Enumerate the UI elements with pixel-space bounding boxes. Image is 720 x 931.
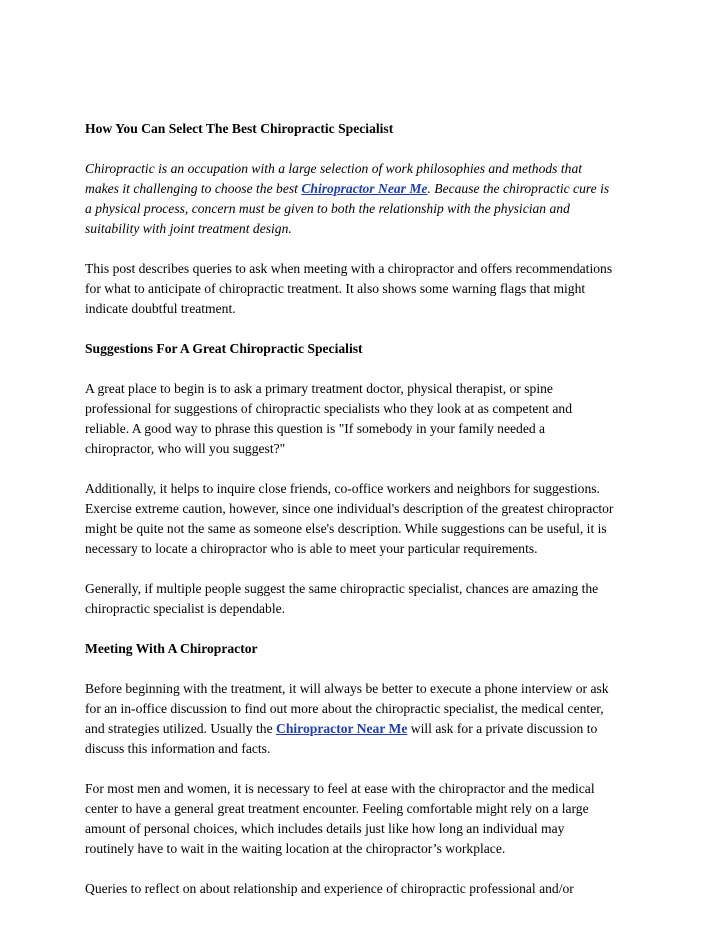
- paragraph-3-line-3: might be quite not the same as someone else's description. While suggestions can be useful, it is: [85, 521, 607, 536]
- paragraph-5-line-1: Before beginning with the treatment, it will always be better to execute a phone interview or ask: [85, 681, 609, 696]
- paragraph-6-line-2: center to have a general great treatment encounter. Feeling comfortable might rely on a large: [85, 801, 589, 816]
- paragraph-5-line-3: [85, 719, 645, 739]
- paragraph-1: [85, 259, 645, 319]
- section-heading-suggestions-text: Suggestions For A Great Chiropractic Specialist: [85, 341, 363, 356]
- intro-line-2-before: makes it challenging to choose the best: [85, 181, 302, 196]
- paragraph-1-line-3: indicate doubtful treatment.: [85, 301, 236, 316]
- paragraph-3: [85, 479, 645, 559]
- paragraph-5: [85, 679, 645, 759]
- paragraph-5-line-4: discuss this information and facts.: [85, 741, 271, 756]
- paragraph-7-line-1: Queries to reflect on about relationship and experience of chiropractic professional and/or: [85, 881, 574, 896]
- document-body: [85, 119, 645, 919]
- chiropractor-near-me-link-1[interactable]: Chiropractor Near Me: [301, 181, 428, 196]
- paragraph-1-line-1: This post describes queries to ask when meeting with a chiropractor and offers recommendations: [85, 261, 613, 276]
- paragraph-3-line-1: Additionally, it helps to inquire close friends, co-office workers and neighbors for suggestions.: [85, 481, 600, 496]
- section-heading-meeting-text: Meeting With A Chiropractor: [85, 641, 258, 656]
- title-text: How You Can Select The Best Chiropractic Specialist: [85, 121, 394, 136]
- paragraph-3-line-4: necessary to locate a chiropractor who is able to meet your particular requirements.: [85, 541, 538, 556]
- paragraph-2: [85, 379, 645, 459]
- paragraph-1-line-2: for what to anticipate of chiropractic treatment. It also shows some warning flags that might: [85, 281, 586, 296]
- paragraph-3-line-2: Exercise extreme caution, however, since one individual's description of the greatest chiropractor: [85, 501, 614, 516]
- section-heading-suggestions: [85, 339, 645, 359]
- intro-paragraph: [85, 159, 645, 239]
- paragraph-7: [85, 879, 645, 899]
- paragraph-4: [85, 579, 645, 619]
- paragraph-5-line-3-after: will ask for a private discussion to: [407, 721, 598, 736]
- paragraph-5-line-2: for an in-office discussion to find out more about the chiropractic specialist, the medical center,: [85, 701, 604, 716]
- intro-line-3: a physical process, concern must be given to both the relationship with the physician and: [85, 201, 570, 216]
- paragraph-4-line-2: chiropractic specialist is dependable.: [85, 601, 286, 616]
- paragraph-2-line-3: reliable. A good way to phrase this question is "If somebody in your family needed a: [85, 421, 546, 436]
- paragraph-2-line-1: A great place to begin is to ask a primary treatment doctor, physical therapist, or spine: [85, 381, 553, 396]
- paragraph-4-line-1: Generally, if multiple people suggest the same chiropractic specialist, chances are amazing the: [85, 581, 599, 596]
- paragraph-6-line-3: amount of personal choices, which includes details just like how long an individual may: [85, 821, 565, 836]
- paragraph-6: [85, 779, 645, 859]
- page-title: [85, 119, 645, 139]
- paragraph-2-line-2: professional for suggestions of chiropractic specialists who they look at as competent and: [85, 401, 572, 416]
- intro-line-1: Chiropractic is an occupation with a large selection of work philosophies and methods that: [85, 161, 583, 176]
- paragraph-6-line-1: For most men and women, it is necessary to feel at ease with the chiropractor and the medical: [85, 781, 595, 796]
- section-heading-meeting: [85, 639, 645, 659]
- intro-line-4: suitability with joint treatment design.: [85, 221, 292, 236]
- paragraph-2-line-4: chiropractor, who will you suggest?": [85, 441, 286, 456]
- paragraph-5-line-3-before: and strategies utilized. Usually the: [85, 721, 277, 736]
- chiropractor-near-me-link-2[interactable]: Chiropractor Near Me: [276, 721, 408, 736]
- paragraph-6-line-4: routinely have to wait in the waiting location at the chiropractor’s workplace.: [85, 841, 506, 856]
- intro-line-2-after: . Because the chiropractic cure is: [427, 181, 610, 196]
- intro-line-2: [85, 179, 645, 199]
